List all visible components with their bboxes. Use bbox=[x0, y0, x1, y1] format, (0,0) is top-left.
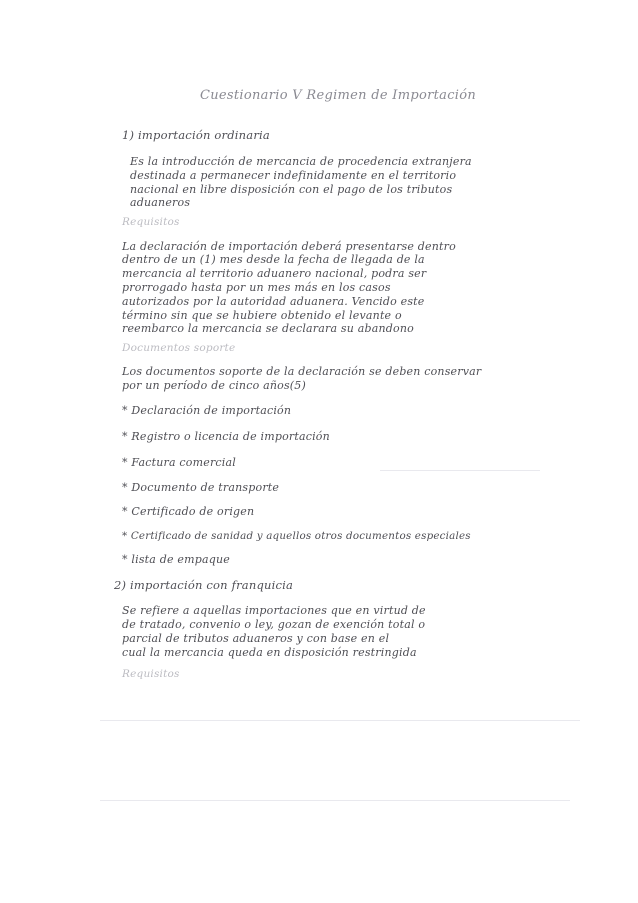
ruled-line bbox=[100, 800, 570, 801]
document-list-item: * Certificado de sanidad y aquellos otros documentos especiales bbox=[122, 530, 471, 542]
ruled-line bbox=[380, 470, 540, 471]
requisites-line: La declaración de importación deberá presentarse dentro bbox=[122, 240, 456, 253]
document-list-item: * Documento de transporte bbox=[122, 481, 280, 494]
section-2-heading: 2) importación con franquicia bbox=[114, 578, 294, 592]
section-1-definition-line: nacional en libre disposición con el pago de los tributos bbox=[130, 183, 453, 196]
requisites-line: término sin que se hubiere obtenido el levante o bbox=[122, 309, 402, 322]
section-1-definition-line: Es la introducción de mercancia de procedencia extranjera bbox=[130, 155, 472, 168]
document-list-item: * lista de empaque bbox=[122, 553, 230, 566]
section-2-definition-line: parcial de tributos aduaneros y con base en el bbox=[122, 632, 390, 645]
section-1-heading: 1) importación ordinaria bbox=[122, 128, 270, 142]
requisites-line: prorrogado hasta por un mes más en los casos bbox=[122, 281, 391, 294]
document-list-item: * Registro o licencia de importación bbox=[122, 430, 330, 443]
requisites-line: reembarco la mercancia se declarara su abandono bbox=[122, 322, 414, 335]
documents-intro-line: Los documentos soporte de la declaración se deben conservar bbox=[122, 365, 482, 378]
section-2-requisites-heading: Requisitos bbox=[122, 668, 180, 680]
documents-intro-line: por un período de cinco años(5) bbox=[122, 379, 306, 392]
page-title: Cuestionario V Regimen de Importación bbox=[200, 88, 477, 103]
section-1-definition-line: destinada a permanecer indefinidamente en el territorio bbox=[130, 169, 457, 182]
ruled-line bbox=[100, 720, 580, 721]
document-list-item: * Declaración de importación bbox=[122, 404, 292, 417]
requisites-line: dentro de un (1) mes desde la fecha de llegada de la bbox=[122, 253, 425, 266]
document-list-item: * Certificado de origen bbox=[122, 505, 255, 518]
requisites-heading: Requisitos bbox=[122, 216, 180, 228]
section-1-definition-line: aduaneros bbox=[130, 196, 191, 209]
requisites-line: mercancia al territorio aduanero nacional, podra ser bbox=[122, 267, 427, 280]
documents-heading: Documentos soporte bbox=[122, 342, 236, 354]
section-2-definition-line: Se refiere a aquellas importaciones que en virtud de bbox=[122, 604, 426, 617]
section-2-definition-line: de tratado, convenio o ley, gozan de exención total o bbox=[122, 618, 426, 631]
document-list-item: * Factura comercial bbox=[122, 456, 236, 469]
requisites-line: autorizados por la autoridad aduanera. Vencido este bbox=[122, 295, 425, 308]
section-2-definition-line: cual la mercancia queda en disposición restringida bbox=[122, 646, 417, 659]
